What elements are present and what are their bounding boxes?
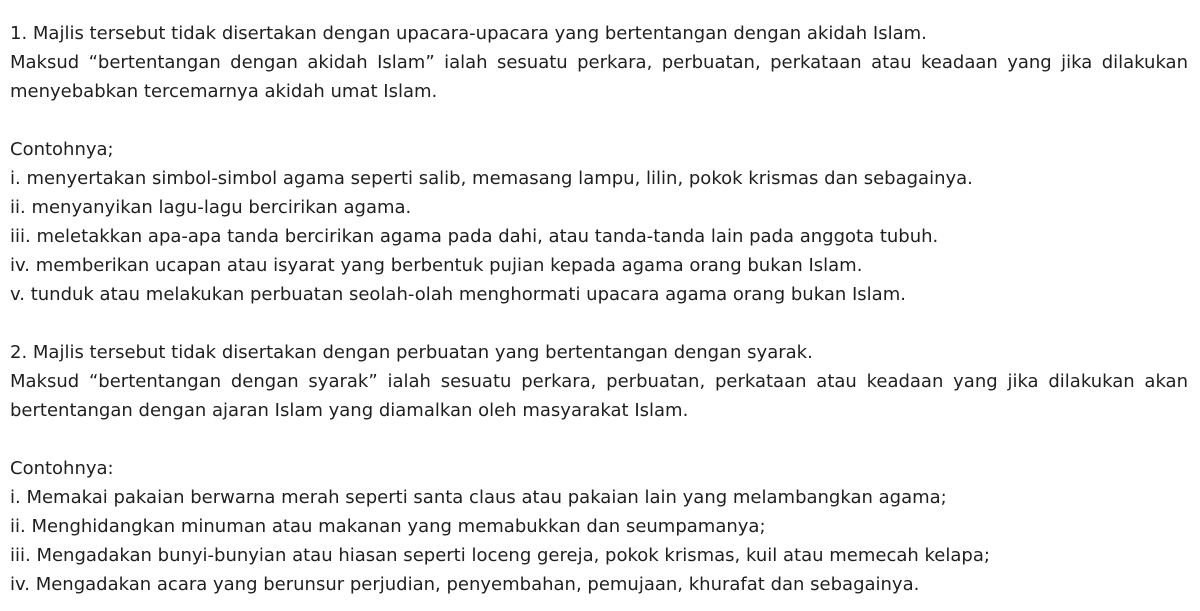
list-item: ii. menyanyikan lagu-lagu bercirikan agama. — [10, 197, 412, 218]
list-item: iv. memberikan ucapan atau isyarat yang berbentuk pujian kepada agama orang bukan Islam. — [10, 255, 863, 276]
section-1-heading: 1. Majlis tersebut tidak disertakan dengan upacara-upacara yang bertentangan dengan akidah Islam. — [10, 23, 927, 44]
section-1-examples-label: Contohnya; — [10, 139, 114, 160]
list-item: iii. Mengadakan bunyi-bunyian atau hiasan seperti loceng gereja, pokok krismas, kuil atau memecah kelapa; — [10, 545, 990, 566]
section-1-definition: Maksud “bertentangan dengan akidah Islam” ialah sesuatu perkara, perbuatan, perkataan atau keadaan yang jika dilakukan menyebabkan tercemarnya akidah umat Islam. — [10, 52, 1188, 102]
section-gap — [10, 309, 1188, 338]
list-item: i. Memakai pakaian berwarna merah seperti santa claus atau pakaian lain yang melambangkan agama; — [10, 487, 947, 508]
list-item: v. tunduk atau melakukan perbuatan seolah-olah menghormati upacara agama orang bukan Islam. — [10, 284, 906, 305]
list-item: ii. Menghidangkan minuman atau makanan yang memabukkan dan seumpamanya; — [10, 516, 766, 537]
list-item: i. menyertakan simbol-simbol agama seperti salib, memasang lampu, lilin, pokok krismas dan sebagainya. — [10, 168, 973, 189]
paragraph-gap — [10, 425, 1188, 454]
section-2-examples-label: Contohnya: — [10, 458, 114, 479]
section-1-examples-list — [10, 164, 1188, 309]
section-2-examples-list — [10, 483, 1188, 599]
section-2 — [10, 338, 1188, 599]
document-body — [10, 19, 1188, 599]
paragraph-gap — [10, 106, 1188, 135]
list-item: iii. meletakkan apa-apa tanda bercirikan agama pada dahi, atau tanda-tanda lain pada anggota tubuh. — [10, 226, 939, 247]
section-1 — [10, 19, 1188, 309]
section-2-heading: 2. Majlis tersebut tidak disertakan dengan perbuatan yang bertentangan dengan syarak. — [10, 342, 813, 363]
list-item: iv. Mengadakan acara yang berunsur perjudian, penyembahan, pemujaan, khurafat dan sebagainya. — [10, 574, 920, 595]
section-2-definition: Maksud “bertentangan dengan syarak” ialah sesuatu perkara, perbuatan, perkataan atau keadaan yang jika dilakukan akan bertentangan dengan ajaran Islam yang diamalkan oleh masyarakat Islam. — [10, 371, 1188, 421]
